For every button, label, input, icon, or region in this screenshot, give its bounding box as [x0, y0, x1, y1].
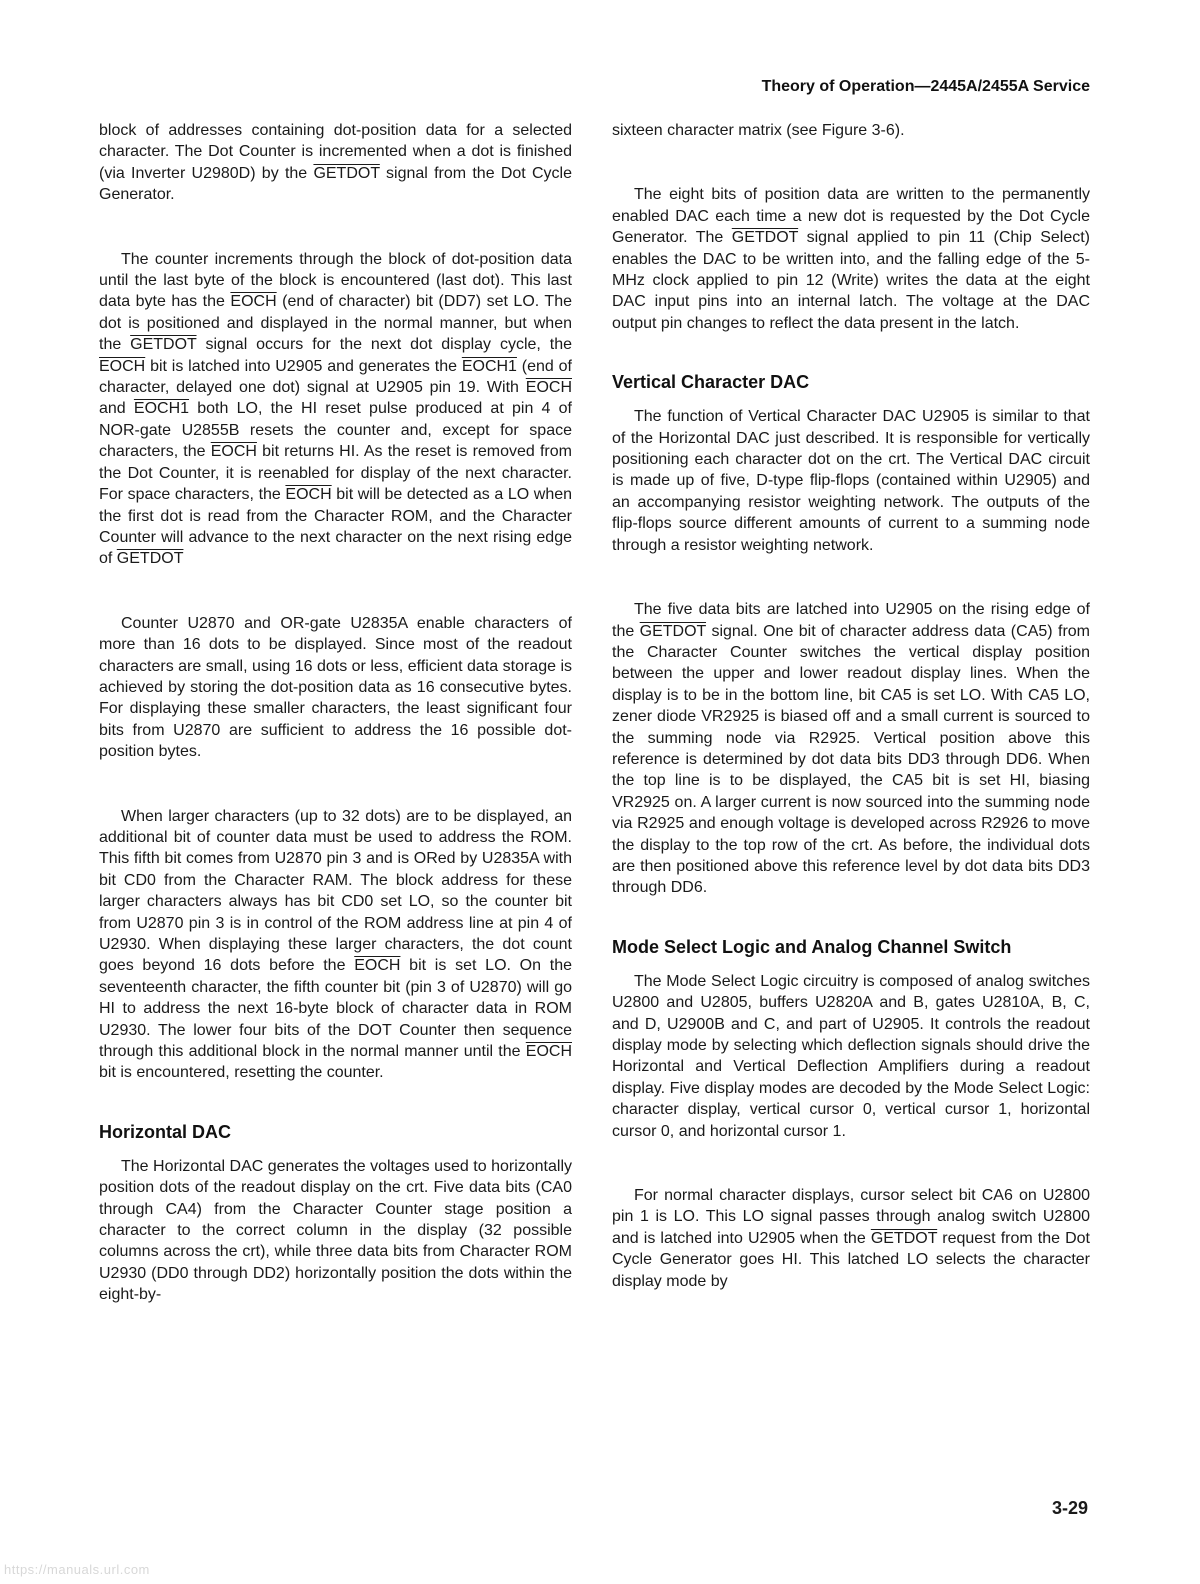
section-heading: Vertical Character DAC [612, 372, 810, 393]
signal-name: EOCH [230, 293, 277, 311]
paragraph: The eight bits of position data are written to the permanently enabled DAC each time a new dot is requested by the Dot Cycle Generator. The GETDOT signal applied to pin 11 (Chip Select) enables the DAC to be written into, and the falling edge of the 5-MHz clock applied to pin 12 (Write) writes the data at the eight DAC input pins into an internal latch. The voltage at the DAC output pin changes to reflect the data present in the latch. [612, 186, 1091, 332]
signal-name: GETDOT [116, 550, 184, 568]
signal-name: EOCH [525, 379, 572, 397]
paragraph: The five data bits are latched into U2905 on the rising edge of the GETDOT signal. One bit of character address data (CA5) from the Character Counter switches the vertical display position between the upper and lower readout display lines. When the display is to be in the bottom line, bit CA5 is set LO. With CA5 LO, zener diode VR2925 is biased off and a small current is sourced to the summing node via R2925. Vertical position above this reference is determined by dot data bits DD3 through DD6. When the top line is to be displayed, the CA5 bit is set HI, biasing VR2925 on. A larger current is now sourced into the summing node via R2925 and enough voltage is developed across R2926 to move the display to the top row of the crt. As before, the individual dots are then positioned above this reference level by dot data bits DD3 through DD6. [612, 601, 1091, 897]
signal-name: EOCH [285, 486, 332, 504]
watermark: https://manuals.url.com [4, 1562, 150, 1577]
signal-name: EOCH [210, 443, 257, 461]
paragraph: sixteen character matrix (see Figure 3-6). [612, 122, 905, 139]
signal-name: GETDOT [130, 336, 197, 354]
section-heading: Horizontal DAC [99, 1121, 231, 1142]
left-column [99, 120, 572, 1306]
paragraph: block of addresses containing dot-position data for a selected character. The Dot Counter is incremented when a dot is finished (via Inverter U2980D) by the GETDOT signal from the Dot Cycle Generator. [99, 122, 573, 204]
signal-name: EOCH [525, 1043, 572, 1061]
paragraph: For normal character displays, cursor select bit CA6 on U2800 pin 1 is LO. This LO signal passes through analog switch U2800 and is latched into U2905 when the GETDOT request from the Dot Cycle Generator goes HI. This latched LO selects the character display mode by [612, 1187, 1090, 1290]
paragraph: The Horizontal DAC generates the voltages used to horizontally position dots of the readout display on the crt. Five data bits (CA0 through CA4) from the Character Counter stage position a character to the correct column in the display (32 possible columns across the crt), while three data bits from Character ROM U2930 (DD0 through DD2) horizontally position the dots within the eight-by- [99, 1157, 572, 1304]
signal-name: GETDOT [731, 229, 799, 247]
signal-name: EOCH [354, 957, 401, 975]
paragraph: The Mode Select Logic circuitry is composed of analog switches U2800 and U2805, buffers U2820A and B, gates U2810A, B, C, and D, U2900B and C, and part of U2905. It controls the readout display mode by selecting which deflection signals should drive the Horizontal and Vertical Deflection Amplifiers during a readout display. Five display modes are decoded by the Mode Select Logic: character display, vertical cursor 0, vertical cursor 1, horizontal cursor 0, and horizontal cursor 1. [612, 972, 1090, 1140]
paragraph: The counter increments through the block of dot-position data until the last byte of the block is encountered (last dot). This last data byte has the EOCH (end of character) bit (DD7) set LO. The dot is positioned and displayed in the normal manner, but when the GETDOT signal occurs for the next dot display cycle, the EOCH bit is latched into U2905 and generates the EOCH1 (end of character, delayed one dot) signal at U2905 pin 19. With EOCH and EOCH1 both LO, the HI reset pulse produced at pin 4 of NOR-gate U2855B resets the counter and, except for space characters, the EOCH bit returns HI. As the reset is removed from the Dot Counter, it is reenabled for display of the next character. For space characters, the EOCH bit will be detected as a LO when the first dot is read from the Character ROM, and the Character Counter will advance to the next character on the next rising edge of GETDOT [99, 250, 573, 568]
signal-name: EOCH1 [461, 357, 517, 375]
paragraph: The function of Vertical Character DAC U2905 is similar to that of the Horizontal DAC just described. It is responsible for vertically positioning each character dot on the crt. The Vertical DAC circuit is made up of five, D-type flip-flops (contained within U2905) and an accompanying resistor weighting network. The outputs of the flip-flops source different amounts of current to a summing node through a resistor weighting network. [612, 408, 1090, 554]
signal-name: EOCH1 [133, 400, 190, 418]
signal-name: EOCH [99, 357, 146, 375]
page-number: 3-29 [1051, 1498, 1088, 1518]
signal-name: GETDOT [313, 164, 380, 182]
running-header: Theory of Operation—2445A/2455A Service [761, 78, 1090, 95]
right-column [612, 120, 1090, 1292]
paragraph: When larger characters (up to 32 dots) are to be displayed, an additional bit of counter data must be used to address the ROM. This fifth bit comes from U2870 pin 3 and is ORed by U2835A with bit CD0 from the Character RAM. The block address for these larger characters always has bit CD0 set LO, so the counter bit from U2870 pin 3 is in control of the ROM address line at pin 4 of U2930. When displaying these larger characters, the dot count goes beyond 16 dots before the EOCH bit is set LO. On the seventeenth character, the fifth counter bit (pin 3 of U2870) will go HI to address the next 16-byte block of character data in ROM U2930. The lower four bits of the DOT Counter then sequence through this additional block in the normal manner until the EOCH bit is encountered, resetting the counter. [99, 807, 573, 1082]
paragraph: Counter U2870 and OR-gate U2835A enable characters of more than 16 dots to be displayed. Since most of the readout characters are small, using 16 dots or less, efficient data storage is achieved by storing the dot-position data as 16 consecutive bytes. For displaying these smaller characters, the least significant four bits from U2870 are sufficient to address the 16 possible dot-position bytes. [99, 614, 572, 761]
section-heading: Mode Select Logic and Analog Channel Switch [612, 936, 1012, 957]
signal-name: GETDOT [639, 622, 707, 640]
signal-name: GETDOT [870, 1229, 938, 1247]
